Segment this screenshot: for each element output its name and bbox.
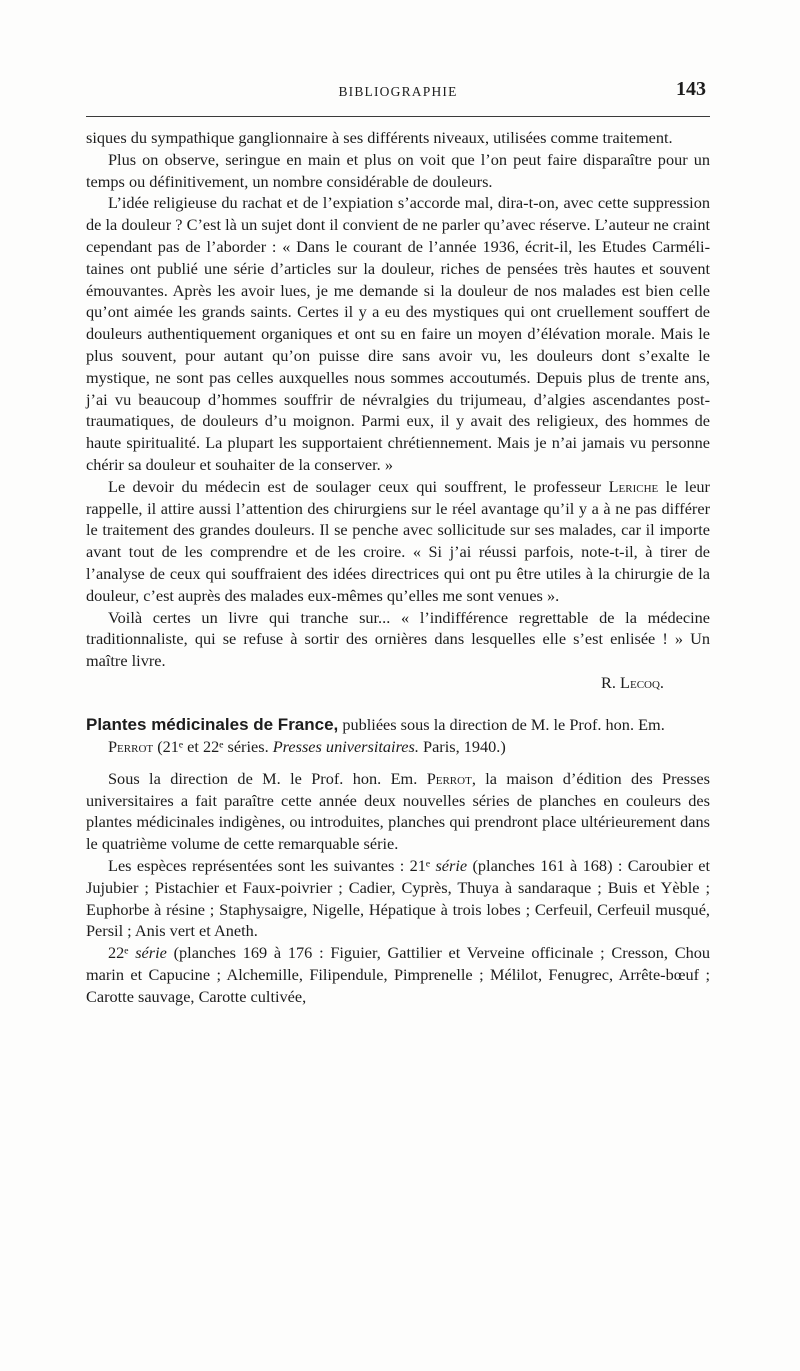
paragraph <box>86 942 710 1007</box>
review-subject: Plantes médicinales de France, <box>86 714 339 734</box>
paragraph <box>86 855 710 942</box>
paragraph: L’idée religieuse du rachat et de l’expiation s’accorde mal, dira-t-on, avec cette suppression de la douleur ? C’est là un sujet dont il convient de ne parler qu’avec réserve. L’auteur ne craint cependant pas de l’aborder : « Dans le courant de l’année 1936, écrit-il, les Etudes Carmélitaines ont publié une série d’articles sur la douleur, riches de pensées très hautes et souvent émouvantes. Après les avoir lues, je me demande si la douleur de nos malades est bien celle qu’ont aimée les grands saints. Certes il y a eu des mystiques qui ont cruellement souffert de douleurs authentiquement organiques et ont su en faire un moyen d’élévation morale. Mais le plus souvent, pour autant qu’on puisse dire sans avoir vu, les douleurs dont s’exalte le mystique, ne sont pas celles auxquelles nous sommes accoutumés. Depuis plus de trente ans, j’ai vu beaucoup d’hommes souffrir de névralgies du trijumeau, d’algies ascendantes post-traumatiques, de douleurs d’u moignon. Parmi eux, il y avait des religieux, des hommes de haute spiritualité. La plupart les supportaient chrétiennement. Mais je n’ai jamais vu personne chérir sa douleur et souhaiter de la conserver. » <box>86 193 710 474</box>
author-name: Leriche <box>608 476 659 496</box>
header-rule <box>86 116 710 117</box>
reviewer-signature: R. Lecoq. <box>601 672 664 692</box>
citation-text: Paris, 1940.) <box>423 736 506 756</box>
paragraph-text: le leur rappelle, il attire aussi l’attention des chirurgiens sur le réel avantage qu’il y a à ne pas différer le traitement des grandes douleurs. Il se penche avec sollicitude sur ses malades, car il importe avant tout de les comprendre et de les croire. « Si j’ai réussi parfois, note-t-il, à tirer de l’analyse de ceux qui souffraient des idées directrices qui ont pu être utiles à la chirurgie de la douleur, c’est auprès des malades eux-mêmes qu’elles me sont venues ». <box>86 476 710 605</box>
editor-name: Perrot <box>108 736 154 756</box>
paragraph-text: Le devoir du médecin est de soulager ceux qui souffrent, le professeur <box>108 476 602 496</box>
editor-name: Perrot <box>426 768 472 788</box>
signature-line <box>86 672 710 694</box>
citation-text: publiées sous la direction de M. le Prof. hon. Em. <box>342 714 665 734</box>
paragraph-text: 22ᵉ <box>108 943 129 963</box>
running-head <box>86 80 710 104</box>
paragraph <box>86 476 710 607</box>
paragraph-text: Les espèces représentées sont les suivantes : 21ᵉ <box>108 855 431 875</box>
paragraph-text: (planches 161 à 168) : Caroubier et Jujubier ; Pistachier et Faux-poivrier ; Cadier, Cyprès, Thuya à sandaraque ; Buis et Yèble ; Euphorbe à résine ; Staphysaigre, Nigelle, Hépatique à trois lobes ; Cerfeuil, Cerfeuil musqué, Persil ; Anis vert et Aneth. <box>86 855 710 941</box>
paragraph: siques du sympathique ganglionnaire à ses différents niveaux, utilisées comme traitement. <box>86 128 673 147</box>
citation-text: (21ᵉ et 22ᵉ séries. <box>157 736 269 756</box>
paragraph-text: (planches 169 à 176 : Figuier, Gattilier et Verveine officinale ; Cresson, Chou marin et Capucine ; Alchemille, Filipendule, Pimprenelle ; Mélilot, Fenugrec, Arrête-bœuf ; Carotte sauvage, Carotte cultivée, <box>86 943 710 1006</box>
page-number: 143 <box>676 78 706 100</box>
paragraph-text: Sous la direction de M. le Prof. hon. Em. <box>108 768 418 788</box>
review-continued <box>86 127 710 694</box>
review-plantes-medicinales <box>86 714 710 1008</box>
paragraph <box>86 768 710 855</box>
publisher: Presses universitaires. <box>272 736 419 756</box>
emphasis: série <box>135 943 167 963</box>
paragraph: Plus on observe, seringue en main et plus on voit que l’on peut faire disparaître pour un temps ou définitivement, un nombre considérable de douleurs. <box>86 149 710 191</box>
text-block <box>86 127 710 1007</box>
paragraph: Voilà certes un livre qui tranche sur... « l’indifférence regrettable de la médecine traditionnaliste, qui se refuse à sortir des ornières dans lesquelles elle s’est enlisée ! » Un maître livre. <box>86 607 710 671</box>
paragraph-text: , la maison d’édition des Presses universitaires a fait paraître cette année deux nouvelles séries de planches en couleurs des plantes médicinales indigènes, ou introduites, planches qui prendront place ultérieurement dans le quatrième volume de cette remarquable série. <box>86 768 710 854</box>
review-body <box>86 768 710 1008</box>
review-heading <box>86 714 710 758</box>
emphasis: série <box>435 855 468 875</box>
running-title: BIBLIOGRAPHIE <box>338 84 458 99</box>
